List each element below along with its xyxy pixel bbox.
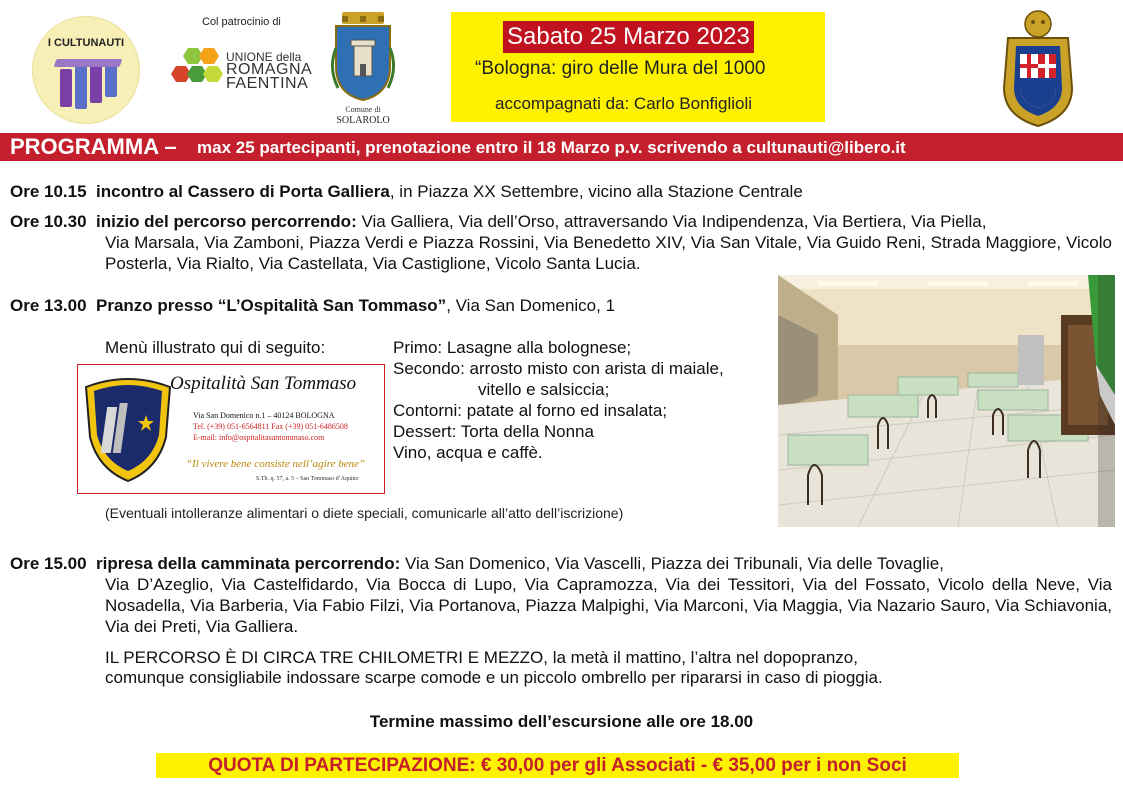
programma-title: PROGRAMMA – <box>10 134 177 159</box>
patrocinio-label: Col patrocinio di <box>202 16 281 28</box>
hexagon-cluster-icon <box>168 44 228 94</box>
programma-details: max 25 partecipanti, prenotazione entro il 18 Marzo p.v. scrivendo a cultunauti@libero.it <box>197 138 906 157</box>
restaurant-photo <box>778 275 1115 527</box>
cultunauti-logo <box>32 16 140 124</box>
card-title: Ospitalità San Tommaso <box>170 373 357 394</box>
solarolo-crest <box>328 8 398 124</box>
event-date: Sabato 25 Marzo 2023 <box>503 21 754 53</box>
schedule-item-2 <box>10 211 986 232</box>
schedule-item-4 <box>10 553 944 574</box>
bologna-coat-of-arms-icon <box>998 8 1078 130</box>
schedule-time: Ore 15.00 <box>10 554 87 573</box>
card-address: Via San Domenico n.1 – 40124 BOLOGNA <box>193 411 335 420</box>
ospitalita-shield-icon <box>82 373 174 485</box>
schedule-text: , Via San Domenico, 1 <box>446 296 616 315</box>
schedule-item-1 <box>10 181 803 202</box>
menu-secondo-cont: vitello e salsiccia; <box>478 380 610 399</box>
percorso-note-2: comunque consigliabile indossare scarpe comode e un piccolo ombrello per ripararsi in caso di pioggia. <box>105 668 883 687</box>
menu-vino: Vino, acqua e caffè. <box>393 443 543 462</box>
programma-banner <box>0 133 1123 161</box>
menu-contorni: Contorni: patate al forno ed insalata; <box>393 401 668 420</box>
coat-of-arms-icon <box>328 8 398 104</box>
comune-label-2: SOLAROLO <box>336 115 390 126</box>
menu-intro: Menù illustrato qui di seguito: <box>105 338 326 357</box>
event-subtitle: “Bologna: giro delle Mura del 1000 <box>475 58 766 79</box>
quota-partecipazione: QUOTA DI PARTECIPAZIONE: € 30,00 per gli Associati - € 35,00 per i non Soci <box>156 753 959 778</box>
logo-pillar <box>90 63 102 103</box>
schedule-time: Ore 10.15 <box>10 182 87 201</box>
unione-line1: UNIONE della <box>226 50 302 64</box>
termine-escursione: Termine massimo dell’escursione alle ore 18.00 <box>369 712 754 731</box>
schedule-time: Ore 10.30 <box>10 212 87 231</box>
dietary-note: (Eventuali intolleranze alimentari o diete speciali, comunicarle all’atto dell’iscrizione) <box>105 505 624 521</box>
bologna-crest <box>998 8 1078 130</box>
comune-label <box>328 104 398 126</box>
card-quote: “Il vivere bene consiste nell’agire bene” <box>186 458 366 470</box>
schedule-title: ripresa della camminata percorrendo: <box>96 554 401 573</box>
unione-romagna-logo <box>168 40 318 100</box>
event-title-box <box>451 12 825 122</box>
card-phone: Tel. (+39) 051-6564811 Fax (+39) 051-6486508 <box>193 422 348 431</box>
schedule-item-2-continuation: Via Marsala, Via Zamboni, Piazza Verdi e Piazza Rossini, Via Benedetto XIV, Via San Vitale, Via Guido Reni, Strada Maggiore, Vicolo Posterla, Via Rialto, Via Castellata, Via Castiglione, Vicolo Santa Lucia. <box>105 233 1112 273</box>
menu-primo: Primo: Lasagne alla bolognese; <box>393 338 632 357</box>
schedule-text: Via San Domenico, Via Vascelli, Piazza dei Tribunali, Via delle Tovaglie, <box>400 554 944 573</box>
schedule-title: inizio del percorso percorrendo: <box>96 212 357 231</box>
menu-list <box>393 337 724 463</box>
schedule-text: , in Piazza XX Settembre, vicino alla Stazione Centrale <box>389 182 803 201</box>
schedule-time: Ore 13.00 <box>10 296 87 315</box>
menu-secondo: Secondo: arrosto misto con arista di maiale, <box>393 359 724 378</box>
unione-line3: FAENTINA <box>226 75 309 92</box>
schedule-title: incontro al Cassero di Porta Galliera <box>96 182 390 201</box>
percorso-note-1: IL PERCORSO È DI CIRCA TRE CHILOMETRI E MEZZO, la metà il mattino, l’altra nel dopopranzo, <box>105 648 858 667</box>
ospitalita-business-card <box>77 364 385 494</box>
card-quote-source: S.Th. q. 57, a. 5 – San Tommaso d’Aquino <box>256 476 359 482</box>
logo-pillar <box>75 65 87 109</box>
schedule-title: Pranzo presso “L’Ospitalità San Tommaso” <box>96 296 447 315</box>
menu-dessert: Dessert: Torta della Nonna <box>393 422 594 441</box>
schedule-text: Via Galliera, Via dell’Orso, attraversando Via Indipendenza, Via Bertiera, Via Piella, <box>356 212 987 231</box>
logo-pillar-top <box>54 59 123 67</box>
event-guide: accompagnati da: Carlo Bonfiglioli <box>495 94 753 113</box>
comune-label-1: Comune di <box>345 105 381 114</box>
dining-room-image <box>778 275 1115 527</box>
logo-pillar <box>60 69 72 107</box>
schedule-item-3 <box>10 295 615 316</box>
unione-name <box>226 52 312 91</box>
card-email: E-mail: info@ospitalitasantommaso.com <box>193 433 325 442</box>
cultunauti-logo-text: I CULTUNAUTI <box>47 37 125 49</box>
unione-line2: ROMAGNA <box>226 61 313 78</box>
schedule-item-4-continuation: Via D’Azeglio, Via Castelfidardo, Via Bocca di Lupo, Via Capramozza, Via dei Tessitori, Via del Fossato, Vicolo della Neve, Via Nosadella, Via Barberia, Via Fabio Filzi, Via Portanova, Piazza Malpighi, Via Marconi, Via Maggia, Via Nazario Sauro, Via Schiavonia, Via dei Preti, Via Galliera. <box>105 575 1112 636</box>
